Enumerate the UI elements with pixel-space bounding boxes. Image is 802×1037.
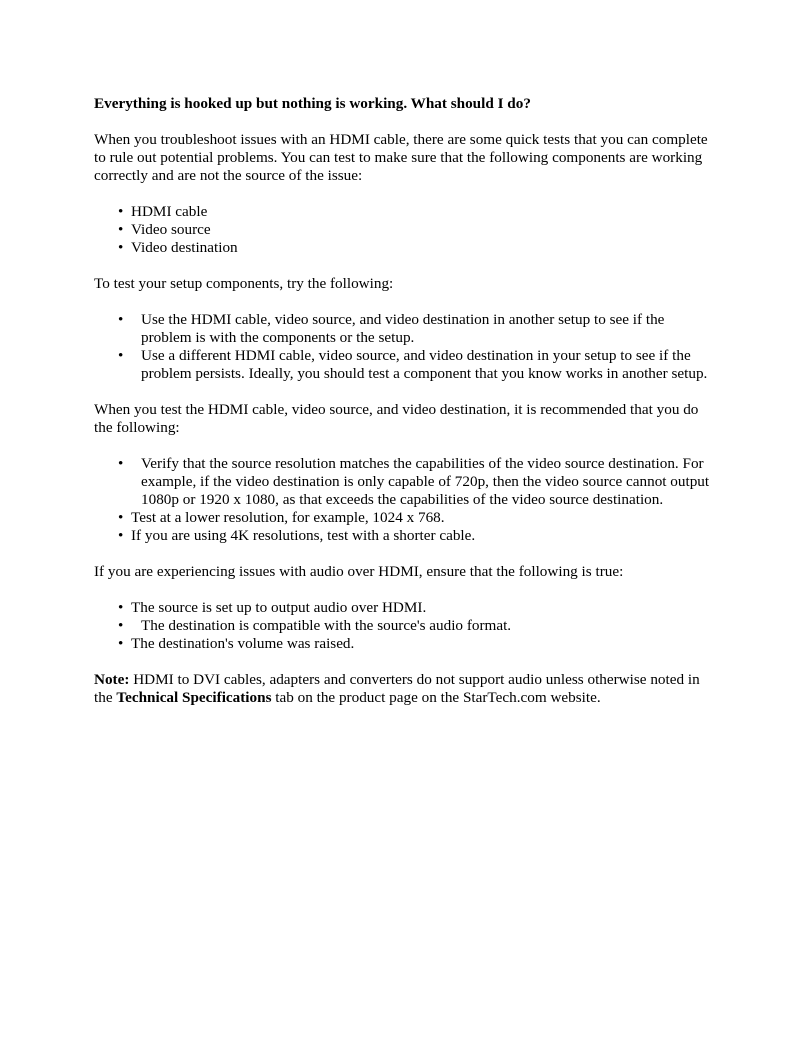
recommend-steps-list (94, 455, 714, 545)
note-paragraph (94, 671, 714, 707)
list-item: • The source is set up to output audio over HDMI. (94, 599, 714, 617)
list-item: • HDMI cable (94, 203, 714, 221)
list-item: • Video destination (94, 239, 714, 257)
list-item: • Verify that the source resolution matches the capabilities of the video source destination. For example, if the video destination is only capable of 720p, then the video source cannot output 1080p or 1920 x 1080, as that exceeds the capabilities of the video source destination. (94, 455, 714, 509)
technical-specifications-emphasis: Technical Specifications (116, 689, 272, 706)
list-item: • Video source (94, 221, 714, 239)
audio-steps-list (94, 599, 714, 653)
recommend-intro-paragraph: When you test the HDMI cable, video source, and video destination, it is recommended that you do the following: (94, 401, 699, 436)
faq-heading: Everything is hooked up but nothing is working. What should I do? (94, 95, 531, 112)
list-item: • Use the HDMI cable, video source, and video destination in another setup to see if the problem is with the components or the setup. (94, 311, 714, 347)
intro-paragraph: When you troubleshoot issues with an HDMI cable, there are some quick tests that you can complete to rule out potential problems. You can test to make sure that the following components are working correctly and are not the source of the issue: (94, 131, 708, 184)
note-text-after: tab on the product page on the StarTech.com website. (271, 689, 601, 706)
list-item: • Test at a lower resolution, for example, 1024 x 768. (94, 509, 714, 527)
note-label: Note: (94, 671, 130, 688)
test-intro-paragraph: To test your setup components, try the following: (94, 275, 394, 292)
components-list (94, 203, 714, 257)
list-item: • If you are using 4K resolutions, test with a shorter cable. (94, 527, 714, 545)
test-steps-list (94, 311, 714, 383)
note-text-before: HDMI to DVI cables, adapters and converters do not support audio unless otherwise noted in the (94, 671, 700, 706)
list-item: • The destination's volume was raised. (94, 635, 714, 653)
article-body (94, 95, 714, 725)
list-item: • Use a different HDMI cable, video source, and video destination in your setup to see if the problem persists. Ideally, you should test a component that you know works in another setup. (94, 347, 714, 383)
list-item: • The destination is compatible with the source's audio format. (94, 617, 714, 635)
audio-intro-paragraph: If you are experiencing issues with audio over HDMI, ensure that the following is true: (94, 563, 624, 580)
